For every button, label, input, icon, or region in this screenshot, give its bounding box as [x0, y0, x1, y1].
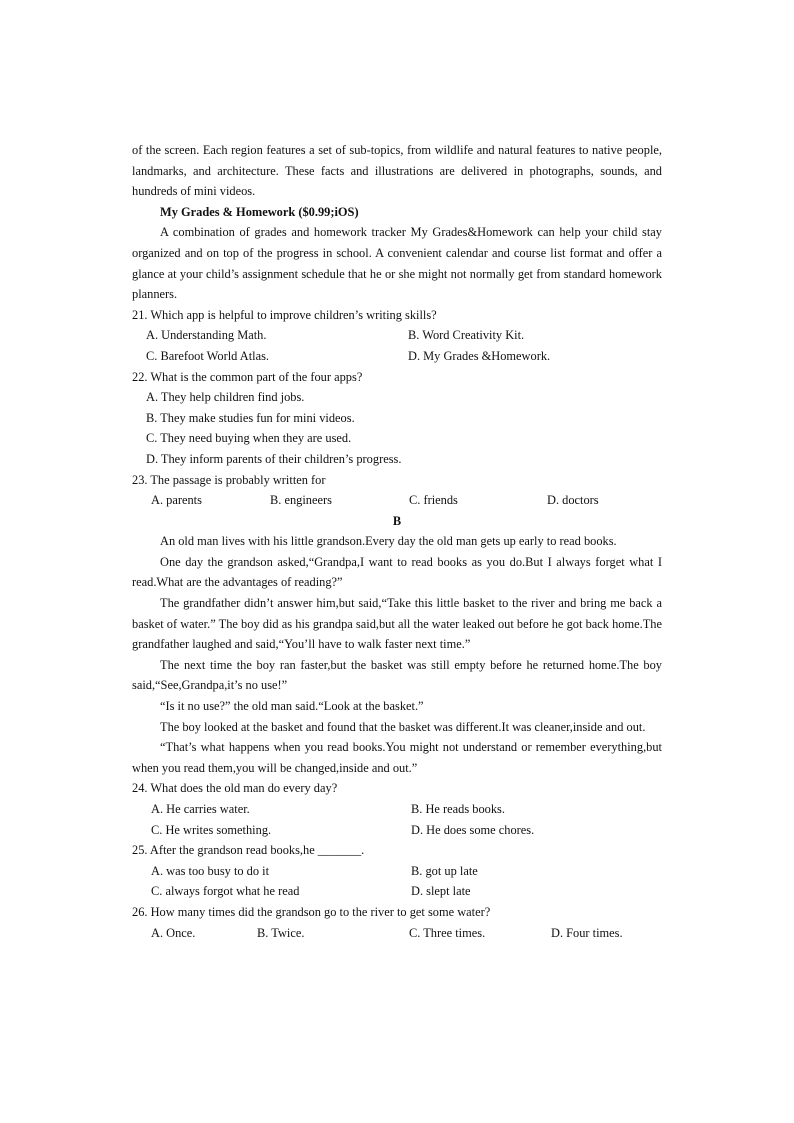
- question-25-options-row1: [132, 861, 662, 882]
- q23-option-a: A. parents: [151, 493, 202, 508]
- question-23-stem: 23. The passage is probably written for: [132, 472, 326, 487]
- question-26-options-row: [132, 923, 662, 944]
- q23-option-d: D. doctors: [547, 493, 599, 508]
- q25-option-d: D. slept late: [411, 884, 471, 899]
- q26-option-a: A. Once.: [151, 925, 196, 940]
- question-21-options-row1: [132, 325, 662, 346]
- question-26-stem: 26. How many times did the grandson go to the river to get some water?: [132, 904, 491, 919]
- q22-option-a: A. They help children find jobs.: [146, 390, 305, 405]
- q24-option-c: C. He writes something.: [151, 822, 272, 837]
- q26-option-b: B. Twice.: [257, 925, 305, 940]
- q25-option-c: C. always forgot what he read: [151, 884, 300, 899]
- story-paragraph-5: “Is it no use?” the old man said.“Look at the basket.”: [160, 699, 424, 714]
- question-24-options-row2: [132, 820, 662, 841]
- intro-paragraph: of the screen. Each region features a set of sub-topics, from wildlife and natural features to native people, landmarks, and architecture. These facts and illustrations are delivered in photographs, sounds, and hundreds of mini videos.: [132, 143, 662, 199]
- question-24-options-row1: [132, 799, 662, 820]
- story-paragraph-6: The boy looked at the basket and found that the basket was different.It was cleaner,inside and out.: [160, 719, 646, 734]
- q24-option-b: B. He reads books.: [411, 802, 505, 816]
- question-23-options-row: [132, 490, 662, 511]
- story-paragraph-7: “That’s what happens when you read books.You might not understand or remember everything,but when you read them,you will be changed,inside and out.”: [132, 740, 662, 775]
- app-title-my-grades: My Grades & Homework ($0.99;iOS): [160, 204, 359, 219]
- q22-option-b: B. They make studies fun for mini videos.: [146, 410, 355, 425]
- q21-option-c: C. Barefoot World Atlas.: [146, 348, 270, 363]
- exam-page: [132, 140, 662, 943]
- section-b-heading: B: [392, 513, 402, 528]
- q22-option-c: C. They need buying when they are used.: [146, 431, 352, 446]
- question-21-stem: 21. Which app is helpful to improve children’s writing skills?: [132, 307, 437, 322]
- q21-option-d: D. My Grades &Homework.: [408, 348, 551, 363]
- story-paragraph-2: One day the grandson asked,“Grandpa,I want to read books as you do.But I always forget what I read.What are the advantages of reading?”: [132, 554, 662, 590]
- q26-option-d: D. Four times.: [551, 925, 623, 940]
- q23-option-c: C. friends: [409, 493, 458, 508]
- app-description-my-grades: A combination of grades and homework tracker My Grades&Homework can help your child stay organized and on top of the progress in school. A convenient calendar and course list format and offer a glance at your child’s assignment schedule that he or she might not normally get from standard homework planners.: [132, 225, 662, 302]
- q23-option-b: B. engineers: [270, 493, 332, 508]
- q26-option-c: C. Three times.: [409, 925, 486, 940]
- question-24-stem: 24. What does the old man do every day?: [132, 781, 338, 796]
- story-paragraph-3: The grandfather didn’t answer him,but said,“Take this little basket to the river and bring me back a basket of water.” The boy did as his grandpa said,but all the water leaked out before he got back home.The grandfather laughed and said,“You’ll have to walk faster next time.”: [132, 596, 662, 652]
- q25-option-b: B. got up late: [411, 863, 478, 878]
- q24-option-d: D. He does some chores.: [411, 822, 535, 837]
- question-21-options-row2: [132, 346, 662, 367]
- story-paragraph-4: The next time the boy ran faster,but the basket was still empty before he returned home.The boy said,“See,Grandpa,it’s no use!”: [132, 657, 662, 693]
- q21-option-a: A. Understanding Math.: [146, 328, 267, 343]
- question-25-options-row2: [132, 881, 662, 902]
- q25-option-a: A. was too busy to do it: [151, 863, 270, 878]
- question-22-stem: 22. What is the common part of the four apps?: [132, 369, 363, 384]
- q21-option-b: B. Word Creativity Kit.: [408, 328, 525, 343]
- q24-option-a: A. He carries water.: [151, 802, 250, 816]
- question-25-stem: 25. After the grandson read books,he _______.: [132, 843, 365, 858]
- story-paragraph-1: An old man lives with his little grandson.Every day the old man gets up early to read books.: [160, 534, 617, 549]
- q22-option-d: D. They inform parents of their children’s progress.: [146, 451, 402, 466]
